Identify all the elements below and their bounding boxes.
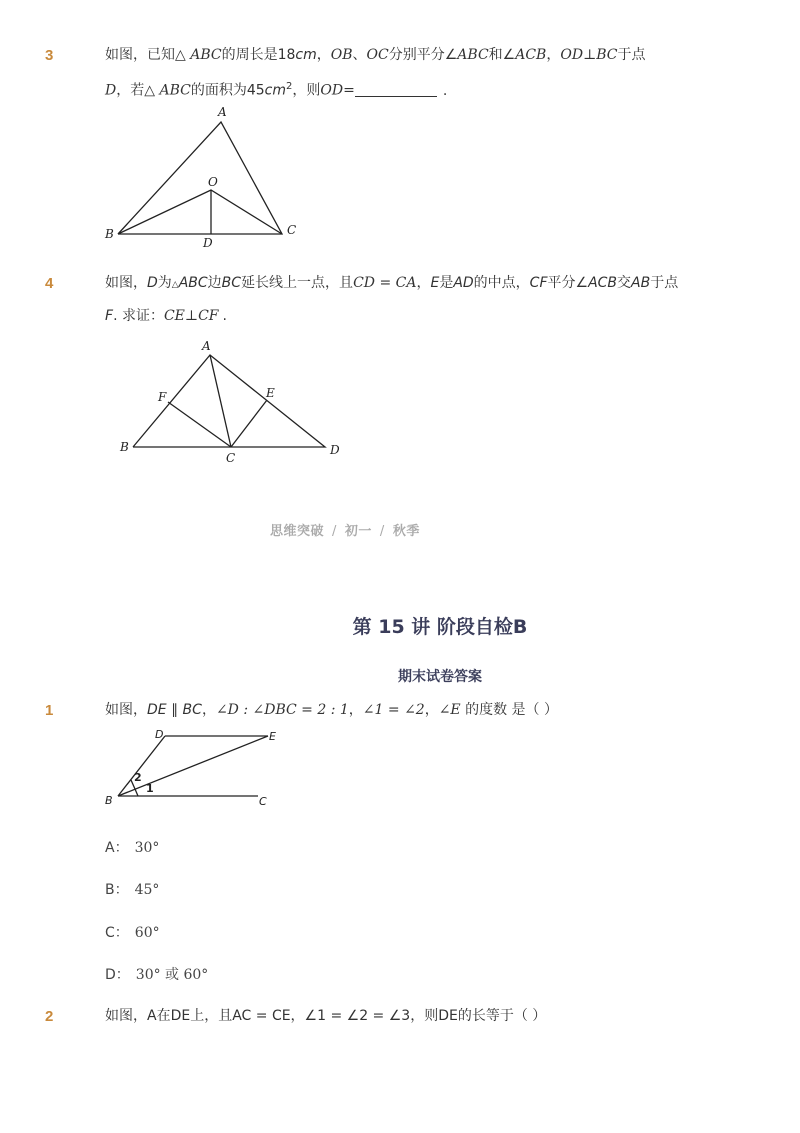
question-number-4: 4 [45,275,54,292]
svg-text:B: B [120,440,129,454]
lecture-title: 第 15 讲 阶段自检B [352,616,528,638]
option-c[interactable]: C： 60° [105,925,160,941]
option-a[interactable]: A： 30° [105,840,160,856]
question-number-3: 3 [45,47,54,64]
question-4-line-2: F. 求证：CE⊥CF . [105,308,227,324]
svg-text:C: C [226,451,236,465]
svg-text:1: 1 [146,782,154,795]
question-3-line-1: 如图，已知△ ABC的周长是18cm，OB、OC分别平分∠ABC和∠ACB，OD⊥BC于点 [105,47,646,63]
question-2-stem: 如图，A在DE上，且AC = CE，∠1 = ∠2 = ∠3，则DE的长等于（ ） [105,1008,547,1024]
question-3-line-2: D，若△ ABC的面积为$45cm^2$，则OD= . [105,81,448,99]
page-footer: 思维突破 / 初一 / 秋季 [270,524,420,539]
option-d[interactable]: D： 30° 或 60° [105,967,209,983]
svg-text:A: A [218,105,227,119]
option-b[interactable]: B： 45° [105,882,160,898]
svg-text:F: F [158,390,167,404]
svg-text:D: D [155,728,164,741]
svg-text:B: B [105,794,113,807]
svg-text:A: A [202,339,211,353]
question-1-stem: 如图，DE ∥ BC，∠D : ∠DBC = 2 : 1，∠1 = ∠2，∠E 的度数 是（ ） [105,702,559,718]
svg-text:C: C [287,223,297,237]
svg-text:D: D [330,443,340,457]
svg-text:O: O [208,175,218,189]
svg-text:D: D [203,236,213,250]
svg-text:B: B [105,227,114,241]
question-number-1: 1 [45,702,54,719]
section-title: 期末试卷答案 [398,669,482,685]
question-number-2: 2 [45,1008,54,1025]
svg-text:E: E [266,386,275,400]
svg-text:C: C [259,795,267,808]
svg-text:2: 2 [134,771,142,784]
svg-text:E: E [269,730,276,743]
question-4-line-1: 如图，D为△ABC边BC延长线上一点，且CD = CA，E是AD的中点，CF平分∠ACB交AB于点 [105,275,679,291]
